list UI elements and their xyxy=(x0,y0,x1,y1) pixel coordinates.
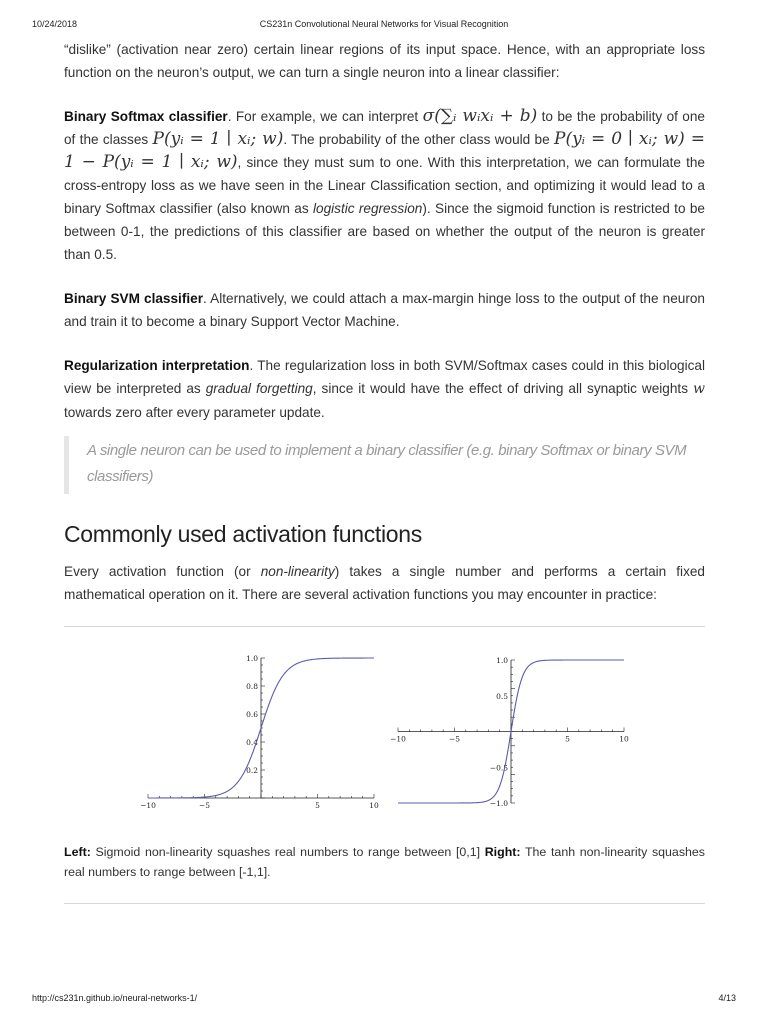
activation-text-2: ) takes a single number and performs a certain fixed mathematical operation on it. There are several activation functions you may encounter in practice: xyxy=(64,564,705,602)
blockquote: A single neuron can be used to implement a binary classifier (e.g. binary Softmax or binary SVM classifiers) xyxy=(64,436,705,494)
sigmoid-y-tick-label: 0.2 xyxy=(246,766,258,775)
regularization-paragraph xyxy=(64,354,705,424)
tanh-x-tick-label: 5 xyxy=(565,734,570,744)
tanh-chart xyxy=(390,648,634,816)
activation-intro-paragraph xyxy=(64,560,705,606)
logistic-regression-term: logistic regression xyxy=(312,201,423,216)
softmax-text-1: . For example, we can interpret xyxy=(227,109,423,124)
figure-top-rule xyxy=(64,626,705,627)
print-date: 10/24/2018 xyxy=(32,19,78,29)
sigmoid-chart xyxy=(140,648,384,816)
activation-text-1: Every activation function (or xyxy=(64,564,261,579)
regularization-heading: Regularization interpretation xyxy=(64,358,250,373)
svm-text: . Alternatively, we could attach a max-margin hinge loss to the output of the neuron and train it to become a binary Support Vector Machine. xyxy=(64,291,705,329)
section-title: Commonly used activation functions xyxy=(64,521,422,547)
intro-paragraph: “dislike” (activation near zero) certain linear regions of its input space. Hence, with an appropriate loss function on the neuron’s output, we can turn a single neuron into a linear classifier: xyxy=(64,42,705,80)
sigmoid-x-tick-label: −5 xyxy=(198,801,211,810)
non-linearity-term: non-linearity xyxy=(260,564,335,579)
print-footer xyxy=(32,993,736,1003)
sigmoid-y-tick-label: 0.8 xyxy=(246,682,258,691)
svm-heading: Binary SVM classifier xyxy=(64,291,203,306)
tanh-y-tick-label: 1.0 xyxy=(496,656,508,665)
softmax-text-4: , since they must sum to one. With this interpretation, we can formulate the cross-entropy loss as we have seen in the Linear Classification section, and optimizing it would lead to a binary Softmax classifier (also known as xyxy=(64,155,705,216)
tanh-x-tick-label: −10 xyxy=(390,734,406,744)
page-number: 4/13 xyxy=(718,993,736,1003)
softmax-text-5: ). Since the sigmoid function is restricted to be between 0-1, the predictions of this classifier are based on whether the output of the neuron is greater than 0.5. xyxy=(64,201,705,262)
tanh-y-tick-label: −1.0 xyxy=(489,799,508,808)
regularization-text-2: , since it would have the effect of driving all synaptic weights xyxy=(312,381,694,396)
softmax-text-2: to be the probability of one of the classes xyxy=(64,109,705,147)
sigmoid-x-tick-label: −10 xyxy=(140,801,156,810)
sigmoid-axes-group xyxy=(140,654,379,810)
tanh-x-tick-label: −5 xyxy=(448,734,461,744)
caption-right-label: Right: xyxy=(484,845,521,859)
softmax-heading: Binary Softmax classifier xyxy=(64,109,228,124)
sigmoid-y-tick-label: 1.0 xyxy=(246,654,258,663)
class-probability-formula: P(yᵢ = 1 ∣ xᵢ; w) xyxy=(152,129,284,149)
sigmoid-x-tick-label: 5 xyxy=(315,801,320,810)
figure-bottom-rule xyxy=(64,903,705,904)
tanh-y-tick-label: −0.5 xyxy=(489,763,508,773)
print-title: CS231n Convolutional Neural Networks for Visual Recognition xyxy=(259,19,509,29)
sigmoid-y-tick-label: 0.4 xyxy=(246,738,258,747)
sigmoid-x-tick-label: 10 xyxy=(369,801,379,810)
tanh-axes-group xyxy=(390,656,629,808)
sigmoid-y-tick-label: 0.6 xyxy=(246,710,258,719)
caption-right-text: The tanh non-linearity squashes real numbers to range between [-1,1]. xyxy=(64,845,705,879)
weight-symbol: w xyxy=(693,381,705,397)
softmax-text-3: . The probability of the other class would be xyxy=(283,132,554,147)
gradual-forgetting-term: gradual forgetting xyxy=(205,381,313,396)
article-body xyxy=(64,38,705,904)
caption-left-text: Sigmoid non-linearity squashes real numbers to range between [0,1] xyxy=(90,845,485,859)
other-class-formula: P(yᵢ = 0 ∣ xᵢ; w) = 1 − P(yᵢ = 1 ∣ xᵢ; w) xyxy=(64,129,705,172)
tanh-y-tick-label: 0.5 xyxy=(496,691,508,701)
sigmoid-formula: σ(∑ᵢ wᵢxᵢ + b) xyxy=(422,106,538,126)
tanh-x-tick-label: 10 xyxy=(619,734,629,744)
softmax-paragraph xyxy=(64,105,705,266)
figure-caption xyxy=(64,842,705,882)
regularization-text-1: . The regularization loss in both SVM/Softmax cases could in this biological view be interpreted as xyxy=(64,358,705,396)
regularization-text-3: towards zero after every parameter update. xyxy=(64,405,325,420)
svm-paragraph xyxy=(64,287,705,333)
caption-left-label: Left: xyxy=(64,845,91,859)
page-url: http://cs231n.github.io/neural-networks-1/ xyxy=(32,993,198,1003)
activation-figures xyxy=(64,648,705,818)
